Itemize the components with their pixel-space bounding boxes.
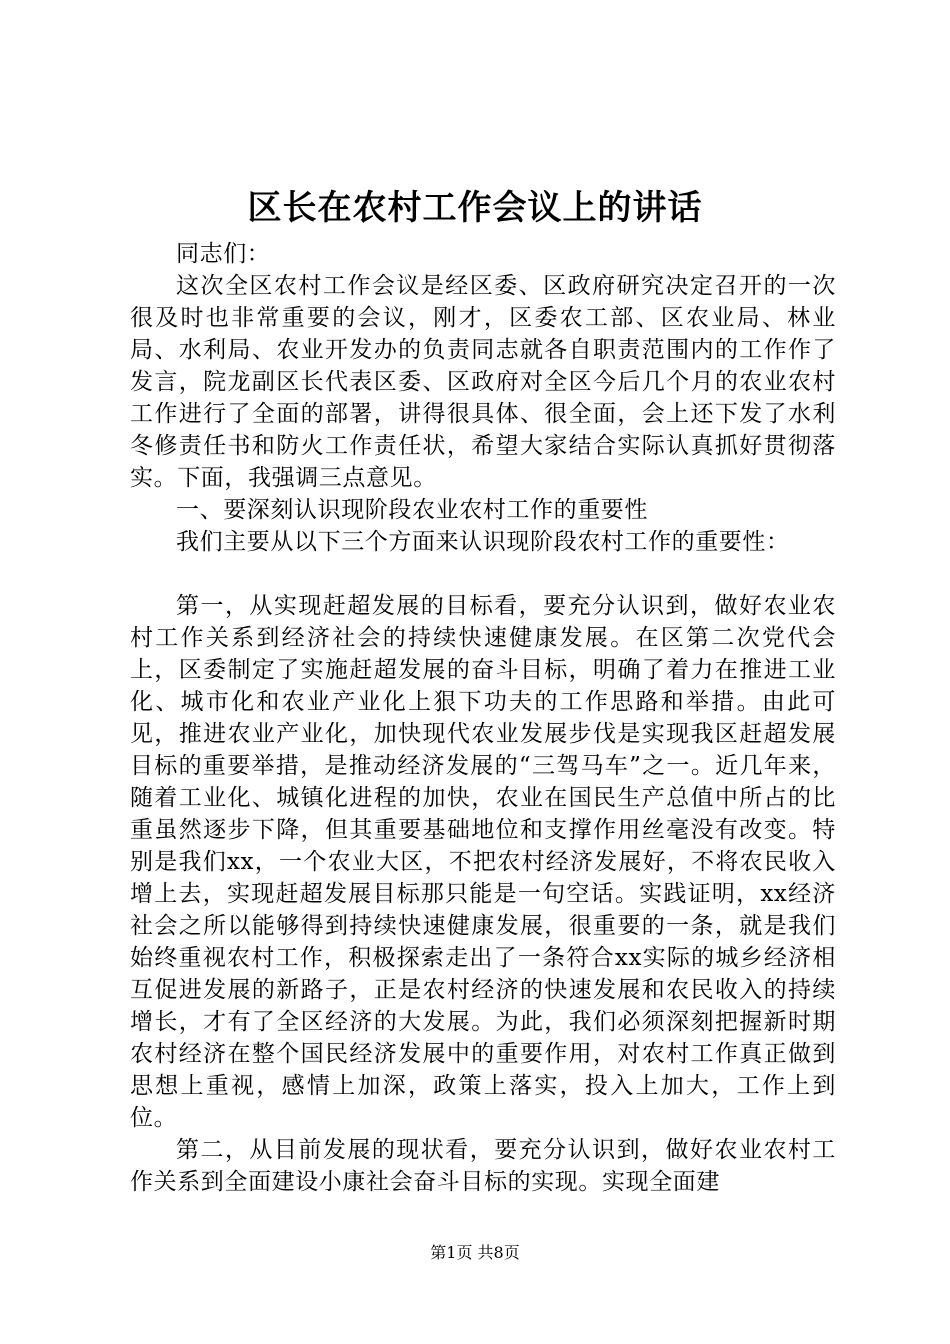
salutation-paragraph: 同志们：	[176, 241, 271, 267]
section-lead-paragraph: 我们主要从以下三个方面来认识现阶段农村工作的重要性：	[176, 529, 790, 555]
point-one-paragraph: 第一，从实现赶超发展的目标看，要充分认识到，做好农业农村工作关系到经济社会的持续快速健康发展。在区第二次党代会上，区委制定了实施赶超发展的奋斗目标，明确了着力在推进工业化、城市化和农业产业化上狠下功夫的工作思路和举措。由此可见，推进农业产业化，加快现代农业发展步伐是实现我区赶超发展目标的重要举措，是推动经济发展的“三驾马车”之一。近几年来，随着工业化、城镇化进程的加快，农业在国民生产总值中所占的比重虽然逐步下降，但其重要基础地位和支撑作用丝毫没有改变。特别是我们xx，一个农业大区，不把农村经济发展好，不将农民收入增上去，实现赶超发展目标那只能是一句空话。实践证明，xx经济社会之所以能够得到持续快速健康发展，很重要的一条，就是我们始终重视农村工作，积极探索走出了一条符合xx实际的城乡经济相互促进发展的新路子，正是农村经济的快速发展和农民收入的持续增长，才有了全区经济的大发展。为此，我们必须深刻把握新时期农村经济在整个国民经济发展中的重要作用，对农村工作真正做到思想上重视，感情上加深，政策上落实，投入上加大，工作上到位。	[130, 593, 836, 1131]
intro-paragraph: 这次全区农村工作会议是经区委、区政府研究决定召开的一次很及时也非常重要的会议，刚才，区委农工部、区农业局、林业局、水利局、农业开发办的负责同志就各自职责范围内的工作作了发言，院龙副区长代表区委、区政府对全区今后几个月的农业农村工作进行了全面的部署，讲得很具体、很全面，会上还下发了水利冬修责任书和防火工作责任状，希望大家结合实际认真抓好贯彻落实。下面，我强调三点意见。	[130, 273, 836, 491]
page-footer: 第1页 共8页	[430, 1243, 520, 1262]
point-two-paragraph: 第二，从目前发展的现状看，要充分认识到，做好农业农村工作关系到全面建设小康社会奋斗目标的实现。实现全面建	[130, 1137, 836, 1195]
blank-line	[130, 558, 836, 590]
document-body	[130, 238, 836, 1198]
section-heading-1: 一、要深刻认识现阶段农业农村工作的重要性	[176, 497, 648, 523]
document-title: 区长在农村工作会议上的讲话	[247, 188, 703, 228]
